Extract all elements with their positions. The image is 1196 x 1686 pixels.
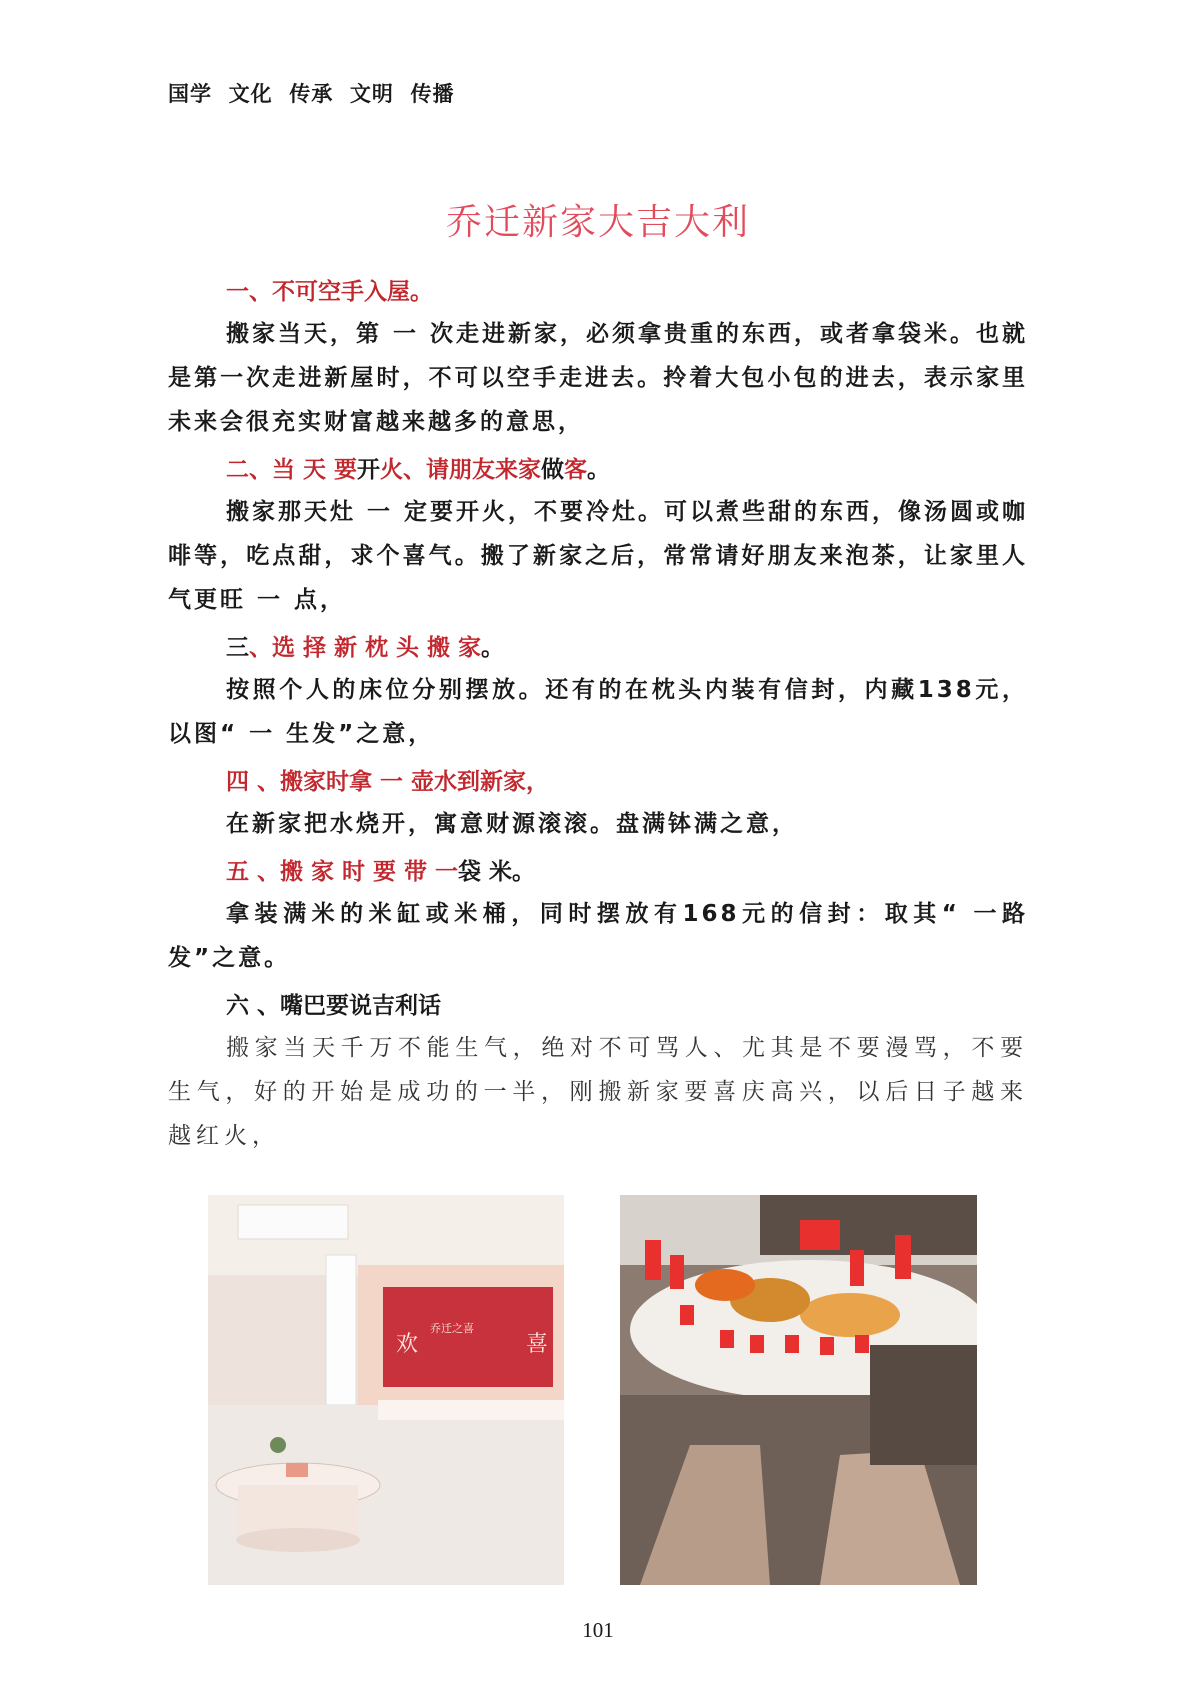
section-3-heading-part-3: 。 (481, 635, 505, 661)
tv-right-char: 喜 (526, 1332, 549, 1357)
section-6-paragraph: 搬家当天千万不能生气，绝对不可骂人、尤其是不要漫骂，不要生气，好的开始是成功的一半，刚搬新家要喜庆高兴，以后日子越来越红火， (168, 1035, 1028, 1149)
section-6-heading (168, 986, 1028, 1026)
banquet-table-illustration (620, 1195, 977, 1585)
section-1-heading-text: 一、不可空手入屋。 (226, 279, 433, 305)
section-2-heading-part-2: 开 (357, 457, 381, 483)
page-number: 101 (582, 1618, 614, 1642)
section-5-heading-part-2: 袋 米。 (458, 859, 536, 885)
tv-banner-text: 乔迁之喜 (430, 1322, 474, 1335)
article-body (168, 266, 1028, 1158)
section-1-heading (168, 272, 1028, 312)
section-5-paragraph: 拿装满米的米缸或米桶，同时摆放有168元的信封：取其“ 一路发”之意。 (168, 901, 1028, 971)
section-5-heading-part-1: 五 、搬 家 时 要 带 一 (226, 859, 459, 885)
section-2-heading-part-3: 火、请朋友来家 (380, 457, 542, 483)
section-4-heading-text: 四 、搬家时拿 一 壶水到新家， (226, 769, 550, 795)
section-2-heading-part-6: 。 (587, 457, 611, 483)
section-3-heading (168, 628, 1028, 668)
section-5-heading (168, 852, 1028, 892)
section-3-heading-part-1: 三 (226, 635, 249, 661)
section-2-heading-part-5: 客 (564, 457, 588, 483)
section-3-paragraph: 按照个人的床位分别摆放。还有的在枕头内装有信封，内藏138元，以图“ 一 生发”之意， (168, 677, 1028, 747)
living-room-photo (208, 1195, 564, 1585)
section-2-paragraph: 搬家那天灶 一 定要开火，不要冷灶。可以煮些甜的东西，像汤圆或咖啡等，吃点甜，求个喜气。搬了新家之后，常常请好朋友来泡茶，让家里人气更旺 一 点， (168, 499, 1029, 613)
section-1-paragraph: 搬家当天，第 一 次走进新家，必须拿贵重的东西，或者拿袋米。也就是第一次走进新屋时，不可以空手走进去。拎着大包小包的进去，表示家里未来会很充实财富越来越多的意思， (168, 321, 1029, 435)
living-room-illustration (208, 1195, 564, 1585)
tv-left-char: 欢 (396, 1332, 419, 1357)
article-title: 乔迁新家大吉大利 (445, 202, 750, 243)
section-2-heading-part-1: 二、当 天 要 (226, 457, 358, 483)
section-4-paragraph: 在新家把水烧开，寓意财源滚滚。盘满钵满之意， (226, 811, 798, 837)
section-3-heading-part-2: 、选 择 新 枕 头 搬 家 (249, 635, 482, 661)
page-header-tagline: 国学 文化 传承 文明 传播 (168, 82, 455, 106)
section-2-heading-part-4: 做 (541, 457, 565, 483)
section-2-heading (168, 450, 1028, 490)
banquet-table-photo (620, 1195, 977, 1585)
section-4-heading (168, 762, 1028, 802)
photo-row (0, 1195, 1196, 1595)
section-6-heading-text: 六 、嘴巴要说吉利话 (226, 993, 442, 1019)
